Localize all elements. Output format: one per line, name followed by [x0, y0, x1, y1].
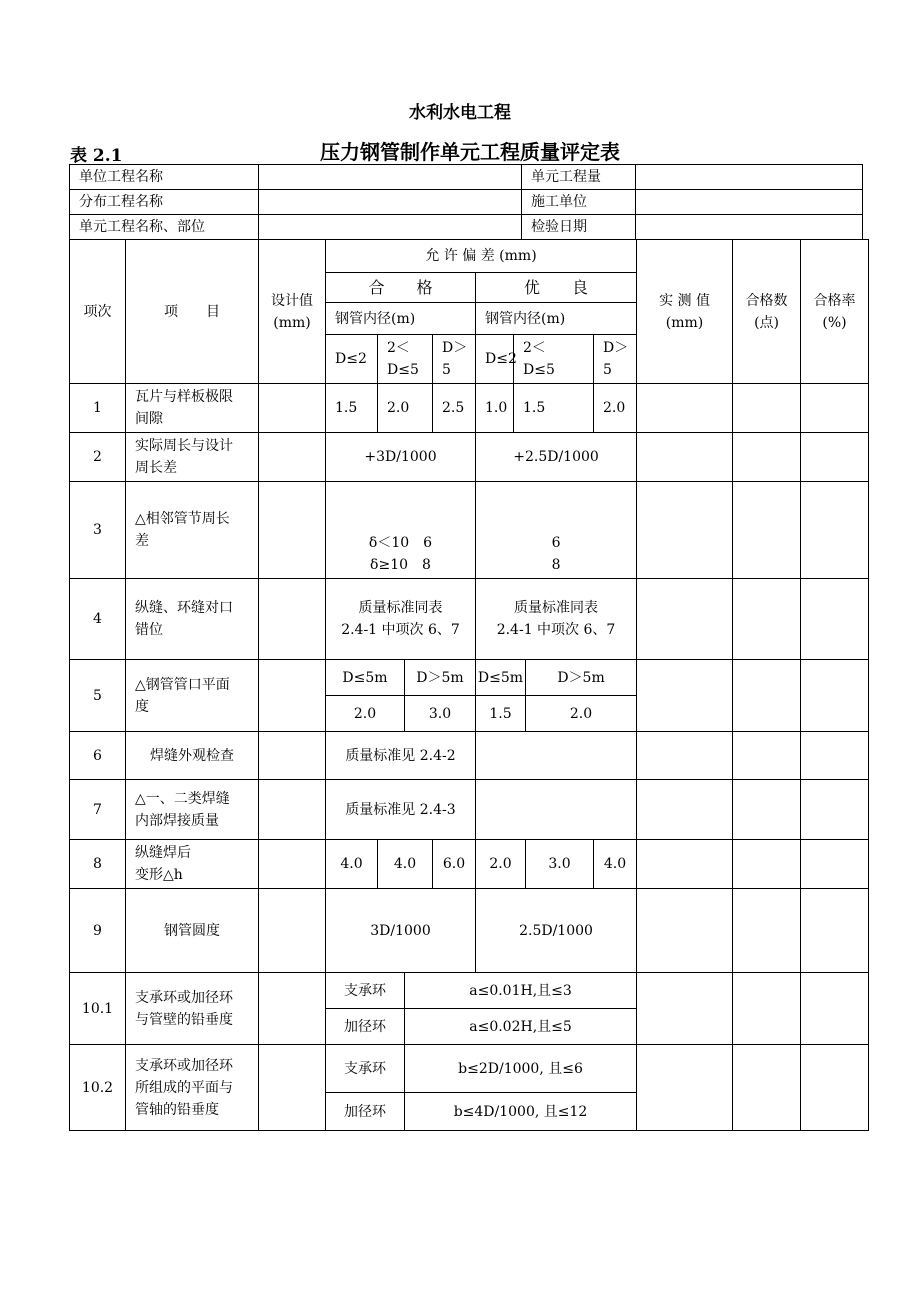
col-no: 项次: [70, 240, 126, 384]
row-item: 支承环或加径环 所组成的平面与 管轴的铅垂度: [126, 1045, 259, 1131]
unit-project-field[interactable]: [259, 165, 522, 190]
pass-standard: +3D/1000: [326, 433, 476, 482]
good-standard: 2.5D/1000: [476, 889, 637, 973]
pass-count-cell[interactable]: [733, 889, 801, 973]
row-item: 支承环或加径环 与管壁的铅垂度: [126, 973, 259, 1045]
sub-project-label: 分布工程名称: [70, 190, 259, 215]
col-item: 项 目: [126, 240, 259, 384]
unit-project-label: 单位工程名称: [70, 165, 259, 190]
ring-type: 支承环: [326, 973, 405, 1009]
col-pass: 合 格: [326, 273, 476, 303]
pass-standard: δ＜10 6 δ≥10 8: [326, 482, 476, 579]
value-cell: 6.0: [433, 840, 476, 889]
ring-standard: b≤2D/1000, 且≤6: [405, 1045, 637, 1093]
form-title: 压力钢管制作单元工程质量评定表: [320, 140, 620, 164]
design-value-cell[interactable]: [259, 482, 326, 579]
measured-cell[interactable]: [637, 384, 733, 433]
col-good: 优 良: [476, 273, 637, 303]
value-cell: 1.5: [476, 696, 526, 732]
table-row: [70, 780, 869, 840]
design-value-cell[interactable]: [259, 433, 326, 482]
row-item: 瓦片与样板极限 间隙: [126, 384, 259, 433]
table-row: [70, 660, 869, 696]
design-value-cell[interactable]: [259, 973, 326, 1045]
value-cell: 2.0: [594, 384, 637, 433]
element-name-field[interactable]: [259, 215, 522, 240]
pass-count-cell[interactable]: [733, 780, 801, 840]
row-no: 2: [70, 433, 126, 482]
row-no: 5: [70, 660, 126, 732]
design-value-cell[interactable]: [259, 660, 326, 732]
table-row: [70, 889, 869, 973]
measured-cell[interactable]: [637, 482, 733, 579]
col-d-2to5-good: 2＜ D≤5: [514, 335, 594, 384]
sub-project-field[interactable]: [259, 190, 522, 215]
good-standard: +2.5D/1000: [476, 433, 637, 482]
pass-rate-cell[interactable]: [801, 780, 869, 840]
good-standard: [476, 732, 637, 780]
col-d-le2-good: D≤2: [476, 335, 514, 384]
value-cell: 3.0: [526, 840, 594, 889]
ring-type: 加径环: [326, 1093, 405, 1131]
range-header: D≤5m: [476, 660, 526, 696]
value-cell: 4.0: [594, 840, 637, 889]
pass-count-cell[interactable]: [733, 732, 801, 780]
construction-unit-field[interactable]: [636, 190, 863, 215]
col-pass-count: 合格数 (点): [733, 240, 801, 384]
row-item: 纵缝焊后 变形△h: [126, 840, 259, 889]
row-no: 6: [70, 732, 126, 780]
range-header: D＞5m: [405, 660, 476, 696]
table-row: [70, 433, 869, 482]
value-cell: 1.0: [476, 384, 514, 433]
row-item: △相邻管节周长 差: [126, 482, 259, 579]
table-number: 表 2.1: [70, 146, 123, 166]
pass-standard: 质量标准见 2.4-2: [326, 732, 476, 780]
value-cell: 4.0: [378, 840, 433, 889]
design-value-cell[interactable]: [259, 780, 326, 840]
row-no: 1: [70, 384, 126, 433]
measured-cell[interactable]: [637, 732, 733, 780]
measured-cell[interactable]: [637, 1045, 733, 1131]
row-no: 7: [70, 780, 126, 840]
inspect-date-label: 检验日期: [522, 215, 636, 240]
col-d-gt5-good: D＞ 5: [594, 335, 637, 384]
pass-rate-cell[interactable]: [801, 579, 869, 660]
ring-standard: b≤4D/1000, 且≤12: [405, 1093, 637, 1131]
value-cell: 2.0: [326, 696, 405, 732]
org-title: 水利水电工程: [409, 103, 511, 123]
row-item: △一、二类焊缝 内部焊接质量: [126, 780, 259, 840]
col-d-2to5-pass: 2＜ D≤5: [378, 335, 433, 384]
row-no: 9: [70, 889, 126, 973]
measured-cell[interactable]: [637, 889, 733, 973]
table-row: [70, 840, 869, 889]
table-row: [70, 732, 869, 780]
unit-qty-label: 单元工程量: [522, 165, 636, 190]
design-value-cell[interactable]: [259, 1045, 326, 1131]
range-header: D≤5m: [326, 660, 405, 696]
pass-rate-cell[interactable]: [801, 384, 869, 433]
row-item: 实际周长与设计 周长差: [126, 433, 259, 482]
pass-count-cell[interactable]: [733, 660, 801, 732]
value-cell: 2.0: [378, 384, 433, 433]
col-d-gt5-pass: D＞ 5: [433, 335, 476, 384]
info-table: [69, 164, 863, 240]
design-value-cell[interactable]: [259, 889, 326, 973]
pass-rate-cell[interactable]: [801, 973, 869, 1045]
table-row: [70, 579, 869, 660]
pass-count-cell[interactable]: [733, 579, 801, 660]
col-inner-diameter-good: 钢管内径(m): [476, 303, 637, 335]
value-cell: 1.5: [514, 384, 594, 433]
ring-type: 支承环: [326, 1045, 405, 1093]
table-row: [70, 973, 869, 1009]
ring-type: 加径环: [326, 1009, 405, 1045]
table-row: [70, 384, 869, 433]
design-value-cell[interactable]: [259, 579, 326, 660]
pass-count-cell[interactable]: [733, 433, 801, 482]
good-standard: [476, 780, 637, 840]
inspect-date-field[interactable]: [636, 215, 863, 240]
col-pass-rate: 合格率 (%): [801, 240, 869, 384]
pass-rate-cell[interactable]: [801, 433, 869, 482]
row-no: 3: [70, 482, 126, 579]
col-design: 设计值 (mm): [259, 240, 326, 384]
pass-standard: 质量标准见 2.4-3: [326, 780, 476, 840]
row-no: 4: [70, 579, 126, 660]
table-row: [70, 482, 869, 579]
row-no: 10.2: [70, 1045, 126, 1131]
element-name-label: 单元工程名称、部位: [70, 215, 259, 240]
pass-count-cell[interactable]: [733, 482, 801, 579]
col-allow: 允 许 偏 差 (mm): [326, 240, 637, 273]
pass-rate-cell[interactable]: [801, 840, 869, 889]
pass-count-cell[interactable]: [733, 384, 801, 433]
row-item: △钢管管口平面 度: [126, 660, 259, 732]
good-standard: 质量标准同表 2.4-1 中项次 6、7: [476, 579, 637, 660]
measured-cell[interactable]: [637, 780, 733, 840]
ring-standard: a≤0.01H,且≤3: [405, 973, 637, 1009]
table-row: [70, 1045, 869, 1093]
pass-count-cell[interactable]: [733, 1045, 801, 1131]
pass-standard: 质量标准同表 2.4-1 中项次 6、7: [326, 579, 476, 660]
pass-count-cell[interactable]: [733, 840, 801, 889]
value-cell: 2.0: [526, 696, 637, 732]
col-d-le2-pass: D≤2: [326, 335, 378, 384]
pass-standard: 3D/1000: [326, 889, 476, 973]
good-standard: 6 8: [476, 482, 637, 579]
row-item: 钢管圆度: [126, 889, 259, 973]
row-no: 8: [70, 840, 126, 889]
row-item: 焊缝外观检查: [126, 732, 259, 780]
measured-cell[interactable]: [637, 579, 733, 660]
value-cell: 1.5: [326, 384, 378, 433]
value-cell: 3.0: [405, 696, 476, 732]
measured-cell[interactable]: [637, 840, 733, 889]
row-item: 纵缝、环缝对口 错位: [126, 579, 259, 660]
design-value-cell[interactable]: [259, 384, 326, 433]
measured-cell[interactable]: [637, 660, 733, 732]
quality-table: [69, 239, 869, 1131]
pass-count-cell[interactable]: [733, 973, 801, 1045]
construction-unit-label: 施工单位: [522, 190, 636, 215]
pass-rate-cell[interactable]: [801, 732, 869, 780]
design-value-cell[interactable]: [259, 732, 326, 780]
col-inner-diameter-pass: 钢管内径(m): [326, 303, 476, 335]
value-cell: 2.0: [476, 840, 526, 889]
pass-rate-cell[interactable]: [801, 889, 869, 973]
col-measured: 实 测 值 (mm): [637, 240, 733, 384]
pass-rate-cell[interactable]: [801, 660, 869, 732]
row-no: 10.1: [70, 973, 126, 1045]
value-cell: 4.0: [326, 840, 378, 889]
value-cell: 2.5: [433, 384, 476, 433]
pass-rate-cell[interactable]: [801, 1045, 869, 1131]
ring-standard: a≤0.02H,且≤5: [405, 1009, 637, 1045]
unit-qty-field[interactable]: [636, 165, 863, 190]
range-header: D＞5m: [526, 660, 637, 696]
measured-cell[interactable]: [637, 433, 733, 482]
pass-rate-cell[interactable]: [801, 482, 869, 579]
measured-cell[interactable]: [637, 973, 733, 1045]
design-value-cell[interactable]: [259, 840, 326, 889]
